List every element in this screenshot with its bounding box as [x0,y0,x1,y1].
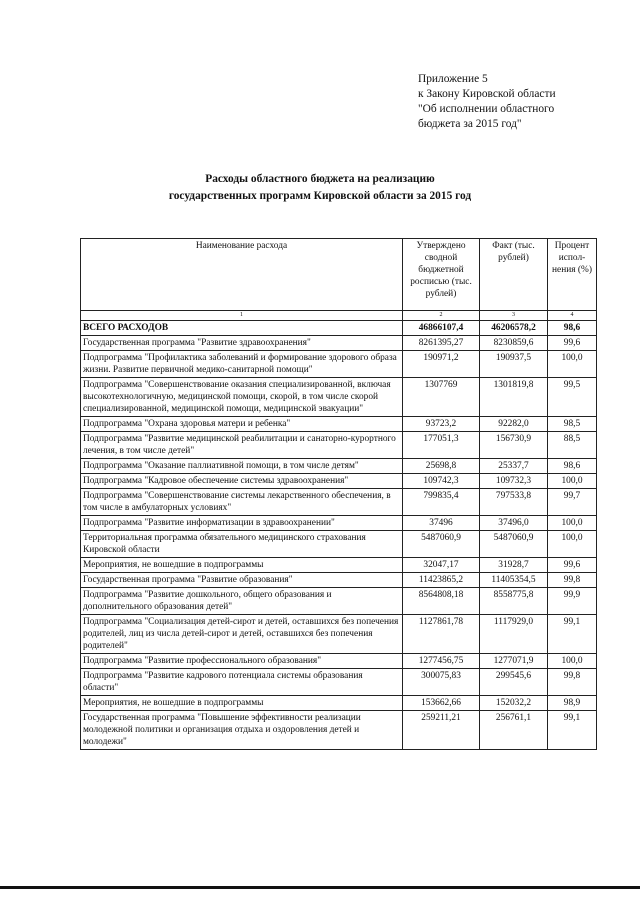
row-fact: 152032,2 [480,696,548,711]
row-fact: 190937,5 [480,351,548,378]
page-bottom-rule [0,886,640,889]
row-percent: 99,8 [548,573,597,588]
row-approved: 190971,2 [403,351,480,378]
row-fact: 1117929,0 [480,615,548,654]
row-approved: 259211,21 [403,711,480,750]
row-percent: 99,1 [548,711,597,750]
table-row [81,474,597,489]
table-row [81,417,597,432]
table-row [81,351,597,378]
row-percent: 98,9 [548,696,597,711]
row-name: Государственная программа "Повышение эффективности реализации молодежной политики и организация отдыха и оздоровления детей и молодежи" [81,711,403,750]
row-percent: 100,0 [548,531,597,558]
row-name: Подпрограмма "Социализация детей-сирот и детей, оставшихся без попечения родителей, лиц из числа детей-сирот и детей, оставшихся без попечения родителей" [81,615,403,654]
row-percent: 99,7 [548,489,597,516]
table-row [81,711,597,750]
total-row [81,321,597,336]
row-name: Подпрограмма "Совершенствование оказания специализированной, включая высокотехнологичную, медицинской помощи, скорой, в том числе скорой специализированной, медицинской помощи, медицинской эвакуации" [81,378,403,417]
row-percent: 99,1 [548,615,597,654]
appendix-line: "Об исполнении областного [418,103,555,115]
row-fact: 256761,1 [480,711,548,750]
row-name: Подпрограмма "Развитие профессионального образования" [81,654,403,669]
table-row [81,696,597,711]
total-approved: 46866107,4 [403,321,480,336]
row-name: Подпрограмма "Оказание паллиативной помощи, в том числе детям" [81,459,403,474]
appendix-line: бюджета за 2015 год" [418,118,522,130]
column-number: 2 [403,311,480,321]
column-number: 3 [480,311,548,321]
table-header-row [81,239,597,311]
table-row [81,432,597,459]
column-number-row [81,311,597,321]
row-name: Подпрограмма "Охрана здоровья матери и ребенка" [81,417,403,432]
row-percent: 98,6 [548,459,597,474]
table-row [81,588,597,615]
row-name: Территориальная программа обязательного медицинского страхования Кировской области [81,531,403,558]
row-percent: 100,0 [548,654,597,669]
row-name: Подпрограмма "Развитие дошкольного, общего образования и дополнительного образования детей" [81,588,403,615]
document-title [60,171,580,205]
row-percent: 99,8 [548,669,597,696]
header-name: Наименование расхода [81,239,403,311]
row-fact: 797533,8 [480,489,548,516]
row-percent: 100,0 [548,474,597,489]
row-percent: 99,5 [548,378,597,417]
row-fact: 109732,3 [480,474,548,489]
title-line: государственных программ Кировской области за 2015 год [168,190,472,202]
row-percent: 99,6 [548,336,597,351]
row-approved: 300075,83 [403,669,480,696]
row-approved: 8564808,18 [403,588,480,615]
table-row [81,489,597,516]
row-approved: 177051,3 [403,432,480,459]
row-fact: 299545,6 [480,669,548,696]
row-name: Государственная программа "Развитие здравоохранения" [81,336,403,351]
row-approved: 109742,3 [403,474,480,489]
row-name: Государственная программа "Развитие образования" [81,573,403,588]
row-approved: 5487060,9 [403,531,480,558]
row-name: Подпрограмма "Профилактика заболеваний и формирование здорового образа жизни. Развитие первичной медико-санитарной помощи" [81,351,403,378]
row-percent: 100,0 [548,516,597,531]
row-approved: 8261395,27 [403,336,480,351]
row-percent: 100,0 [548,351,597,378]
row-fact: 8230859,6 [480,336,548,351]
row-fact: 156730,9 [480,432,548,459]
header-approved: Утверждено сводной бюджетной росписью (тыс. рублей) [403,239,480,311]
row-approved: 37496 [403,516,480,531]
header-fact: Факт (тыс. рублей) [480,239,548,311]
row-fact: 25337,7 [480,459,548,474]
header-percent: Процент испол-нения (%) [548,239,597,311]
row-fact: 31928,7 [480,558,548,573]
row-name: Подпрограмма "Развитие кадрового потенциала системы образования области" [81,669,403,696]
row-fact: 1277071,9 [480,654,548,669]
row-approved: 1307769 [403,378,480,417]
row-approved: 32047,17 [403,558,480,573]
table-row [81,378,597,417]
row-fact: 5487060,9 [480,531,548,558]
expenditure-table [80,238,597,750]
row-name: Подпрограмма "Развитие информатизации в здравоохранении" [81,516,403,531]
appendix-line: Приложение 5 [418,73,488,85]
table-row [81,336,597,351]
total-label: ВСЕГО РАСХОДОВ [81,321,403,336]
row-approved: 93723,2 [403,417,480,432]
table-row [81,459,597,474]
table-row [81,669,597,696]
row-fact: 37496,0 [480,516,548,531]
row-approved: 799835,4 [403,489,480,516]
row-name: Мероприятия, не вошедшие в подпрограммы [81,696,403,711]
row-percent: 98,5 [548,417,597,432]
row-percent: 99,6 [548,558,597,573]
row-fact: 92282,0 [480,417,548,432]
table-row [81,573,597,588]
row-fact: 1301819,8 [480,378,548,417]
row-name: Подпрограмма "Совершенствование системы лекарственного обеспечения, в том числе в амбулаторных условиях" [81,489,403,516]
row-approved: 11423865,2 [403,573,480,588]
table-row [81,615,597,654]
row-fact: 8558775,8 [480,588,548,615]
total-fact: 46206578,2 [480,321,548,336]
row-approved: 153662,66 [403,696,480,711]
row-fact: 11405354,5 [480,573,548,588]
row-name: Мероприятия, не вошедшие в подпрограммы [81,558,403,573]
title-line: Расходы областного бюджета на реализацию [205,173,435,185]
column-number: 4 [548,311,597,321]
total-percent: 98,6 [548,321,597,336]
row-percent: 99,9 [548,588,597,615]
row-approved: 1277456,75 [403,654,480,669]
row-percent: 88,5 [548,432,597,459]
column-number: 1 [81,311,403,321]
appendix-line: к Закону Кировской области [418,88,556,100]
row-name: Подпрограмма "Кадровое обеспечение системы здравоохранения" [81,474,403,489]
table-row [81,558,597,573]
row-approved: 1127861,78 [403,615,480,654]
table-row [81,531,597,558]
appendix-note [418,72,628,132]
table-row [81,516,597,531]
row-name: Подпрограмма "Развитие медицинской реабилитации и санаторно-курортного лечения, в том числе детей" [81,432,403,459]
row-approved: 25698,8 [403,459,480,474]
table-row [81,654,597,669]
